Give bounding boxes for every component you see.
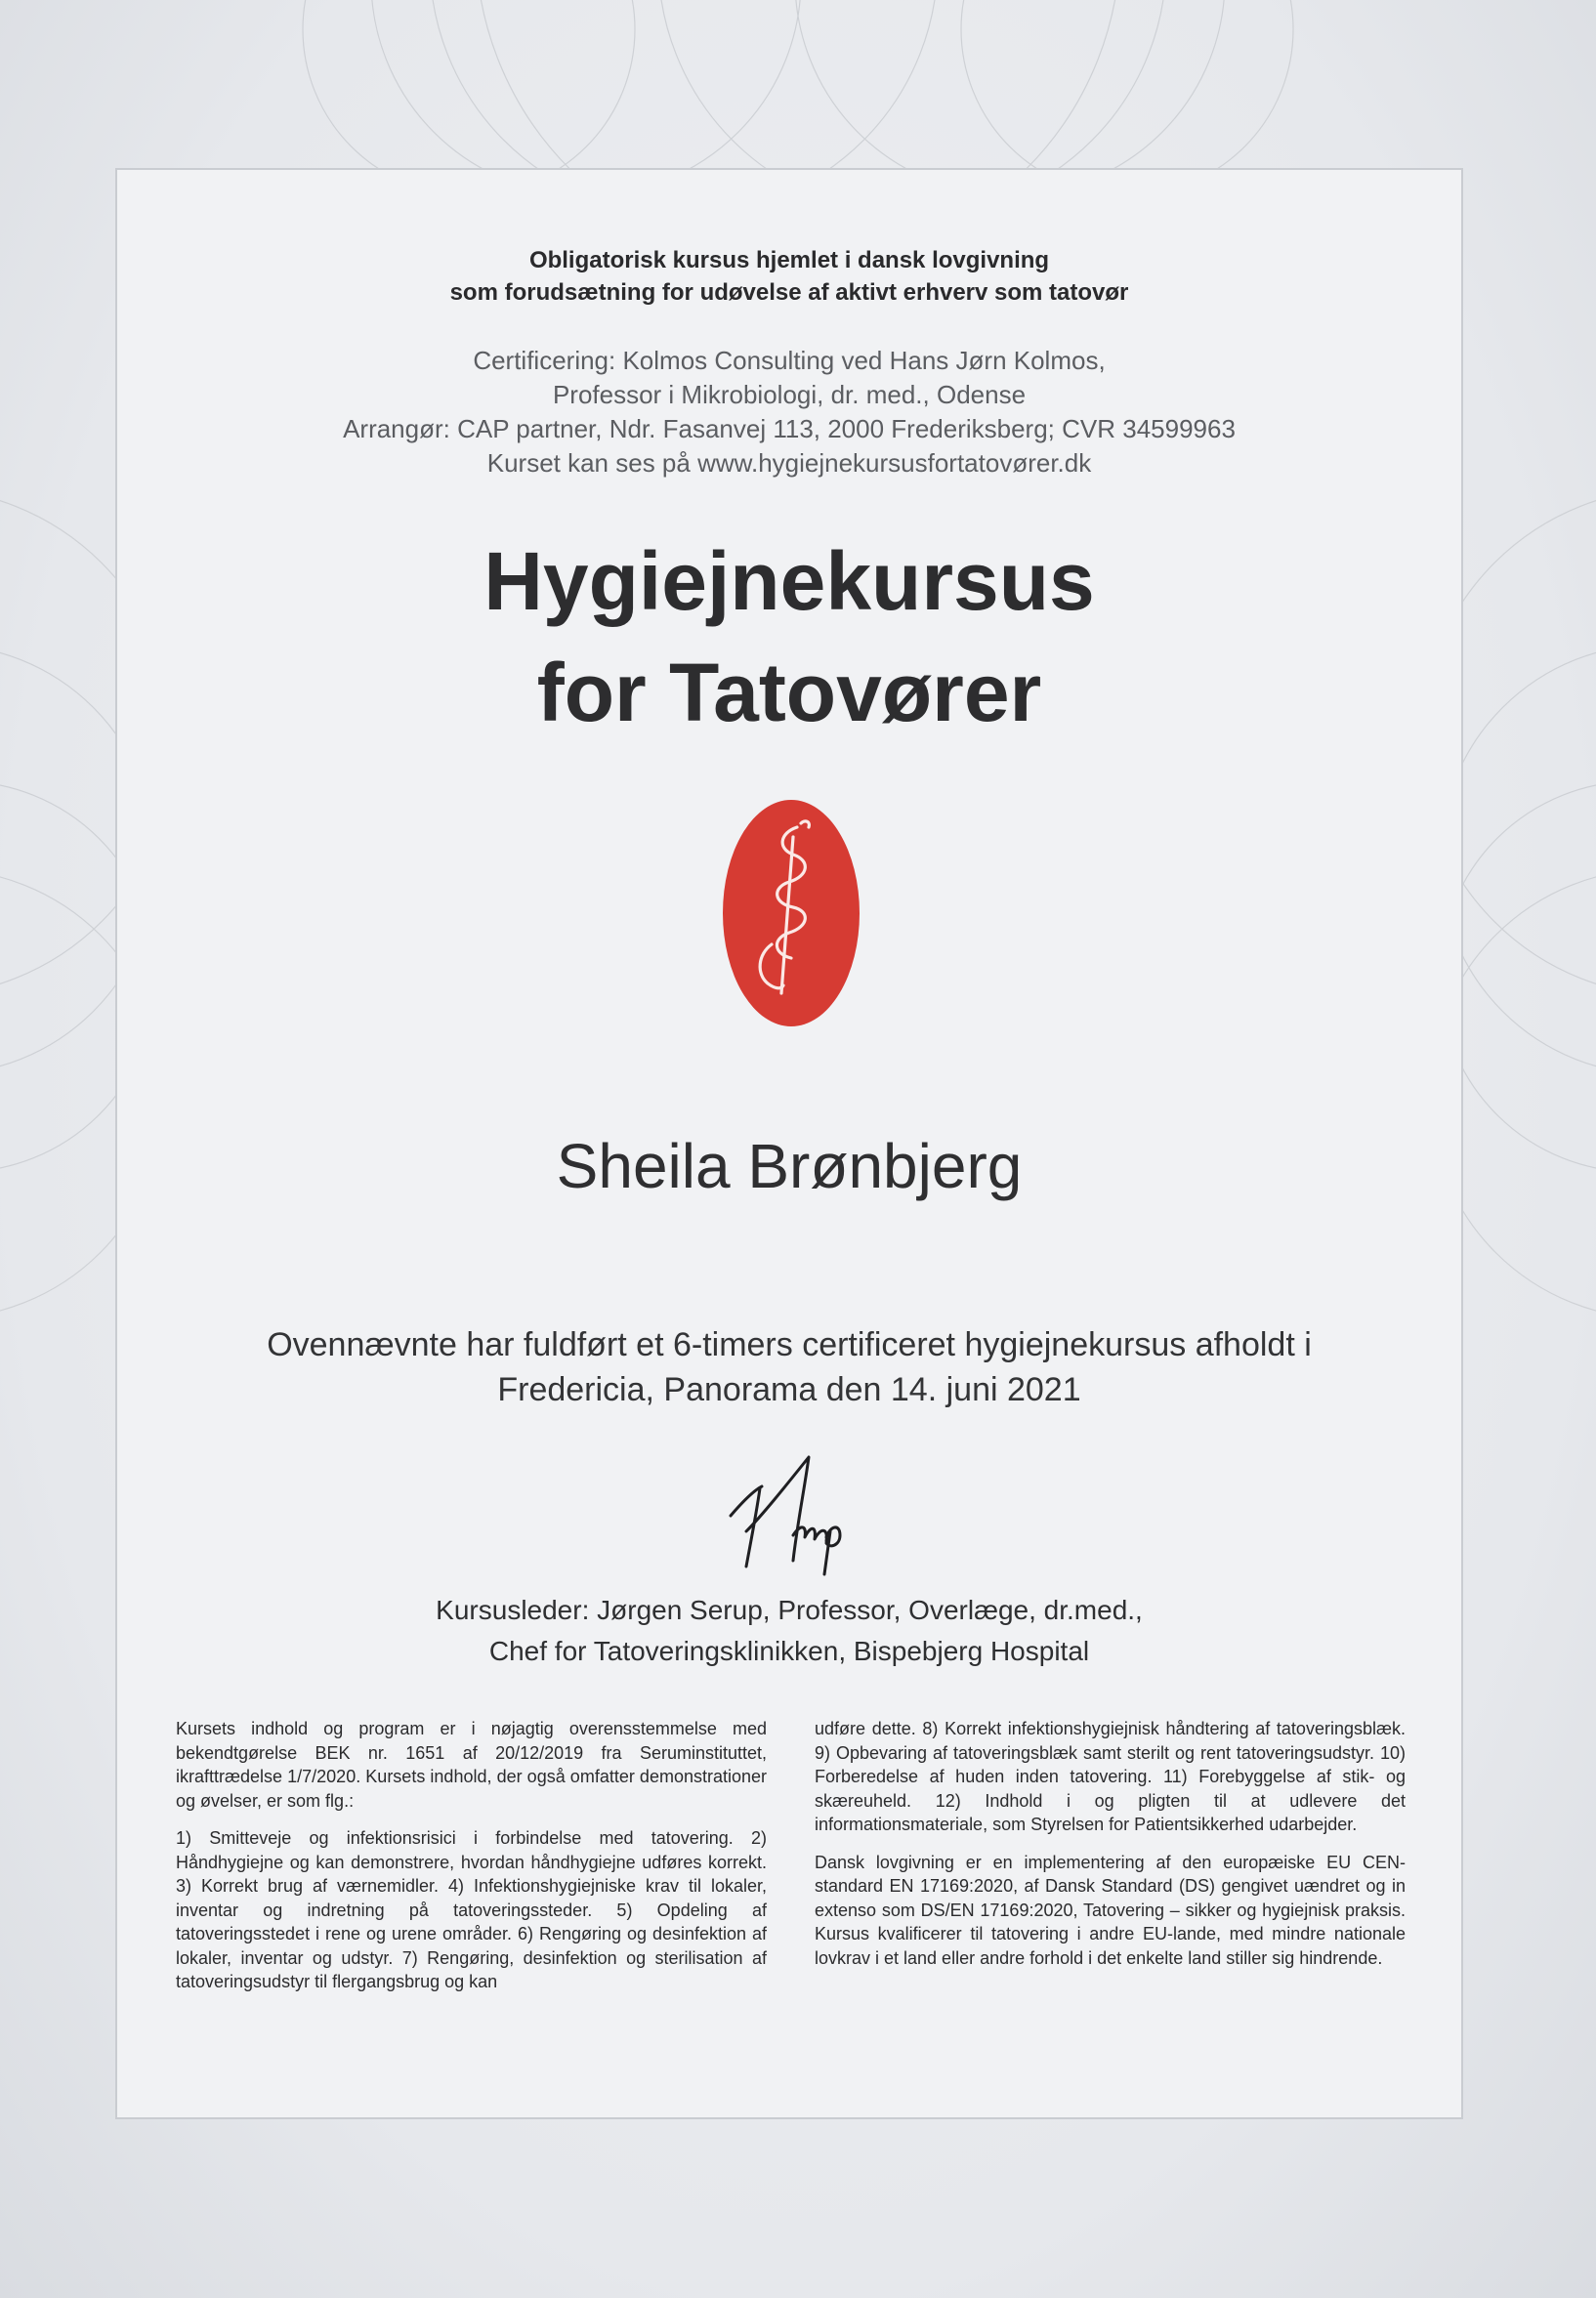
mandatory-line-1: Obligatorisk kursus hjemlet i dansk lovgivning [528, 247, 1050, 273]
certificate-frame [115, 168, 1463, 2119]
certification-info [117, 344, 1461, 480]
course-leader [117, 1590, 1461, 1672]
fine-print-left-column [176, 1717, 767, 2008]
certification-line-2: Professor i Mikrobiologi, dr. med., Odense [552, 380, 1027, 409]
course-topics-continued: udføre dette. 8) Korrekt infektionshygiejnisk håndtering af tatoveringsblæk. 9) Opbevaring af tatoveringsblæk samt sterilt og rent tatoveringsudstyr. 10) Forberedelse af huden inden tatovering. 11) Forebyggelse af stik- og skæreuheld. 12) Indhold i og pligten til at udlevere det informationsmateriale, som Styrelsen for Patientsikkerhed udarbejder. [815, 1719, 1406, 1834]
certification-line-1: Certificering: Kolmos Consulting ved Hans Jørn Kolmos, [473, 346, 1106, 375]
legislation-note: Dansk lovgivning er en implementering af den europæiske EU CEN-standard EN 17169:2020, af Dansk Standard (DS) gengivet uændret og in extenso som DS/EN 17169:2020, Tatovering – sikker og hygiejnisk praksis. Kursus kvalificerer til tatovering i andre EU-lande, med mindre nationale lovkrav i et land eller andre forhold i det enkelte land stiller sig hindrende. [815, 1852, 1406, 1968]
handwritten-signature [703, 1447, 879, 1584]
course-leader-line-2: Chef for Tatoveringsklinikken, Bispebjerg Hospital [488, 1636, 1090, 1666]
snake-staff-emblem-icon [721, 798, 861, 1028]
course-website-line: Kurset kan ses på www.hygiejnekursusfortatovører.dk [486, 448, 1092, 478]
title-line-1: Hygiejnekursus [483, 535, 1095, 627]
title-line-2: for Tatovører [536, 647, 1042, 738]
course-topics-list: 1) Smitteveje og infektionsrisici i forbindelse med tatovering. 2) Håndhygiejne og kan demonstrere, hvordan håndhygiejne udføres korrekt. 3) Korrekt brug af værnemidler. 4) Infektionshygiejniske krav til lokaler, inventar og indretning på tatoveringssteder. 5) Opdeling af tatoveringsstedet i rene og urene områder. 6) Rengøring og desinfektion af lokaler, inventar og udstyr. 7) Rengøring, desinfektion og sterilisation af tatoveringsudstyr til flergangsbrug og kan [176, 1828, 767, 1991]
logo-red-oval [723, 800, 860, 1026]
course-content-intro: Kursets indhold og program er i nøjagtig overensstemmelse med bekendtgørelse BEK nr. 1651 af 20/12/2019 fra Seruminstituttet, ikrafttrædelse 1/7/2020. Kursets indhold, der også omfatter demonstrationer og øvelser, er som flg.: [176, 1719, 767, 1811]
mandatory-course-statement [117, 244, 1461, 309]
recipient-name: Sheila Brønbjerg [556, 1131, 1023, 1201]
completion-line-1: Ovennævnte har fuldført et 6-timers certificeret hygiejnekursus afholdt i [267, 1326, 1312, 1363]
course-leader-line-1: Kursusleder: Jørgen Serup, Professor, Overlæge, dr.med., [436, 1595, 1143, 1625]
certificate-title [117, 525, 1461, 748]
mandatory-line-2: som forudsætning for udøvelse af aktivt erhverv som tatovør [449, 279, 1129, 306]
completion-line-2: Fredericia, Panorama den 14. juni 2021 [497, 1371, 1081, 1408]
organizer-line: Arrangør: CAP partner, Ndr. Fasanvej 113, 2000 Frederiksberg; CVR 34599963 [343, 414, 1236, 443]
fine-print-right-column [815, 1717, 1406, 1984]
completion-statement [117, 1322, 1461, 1412]
